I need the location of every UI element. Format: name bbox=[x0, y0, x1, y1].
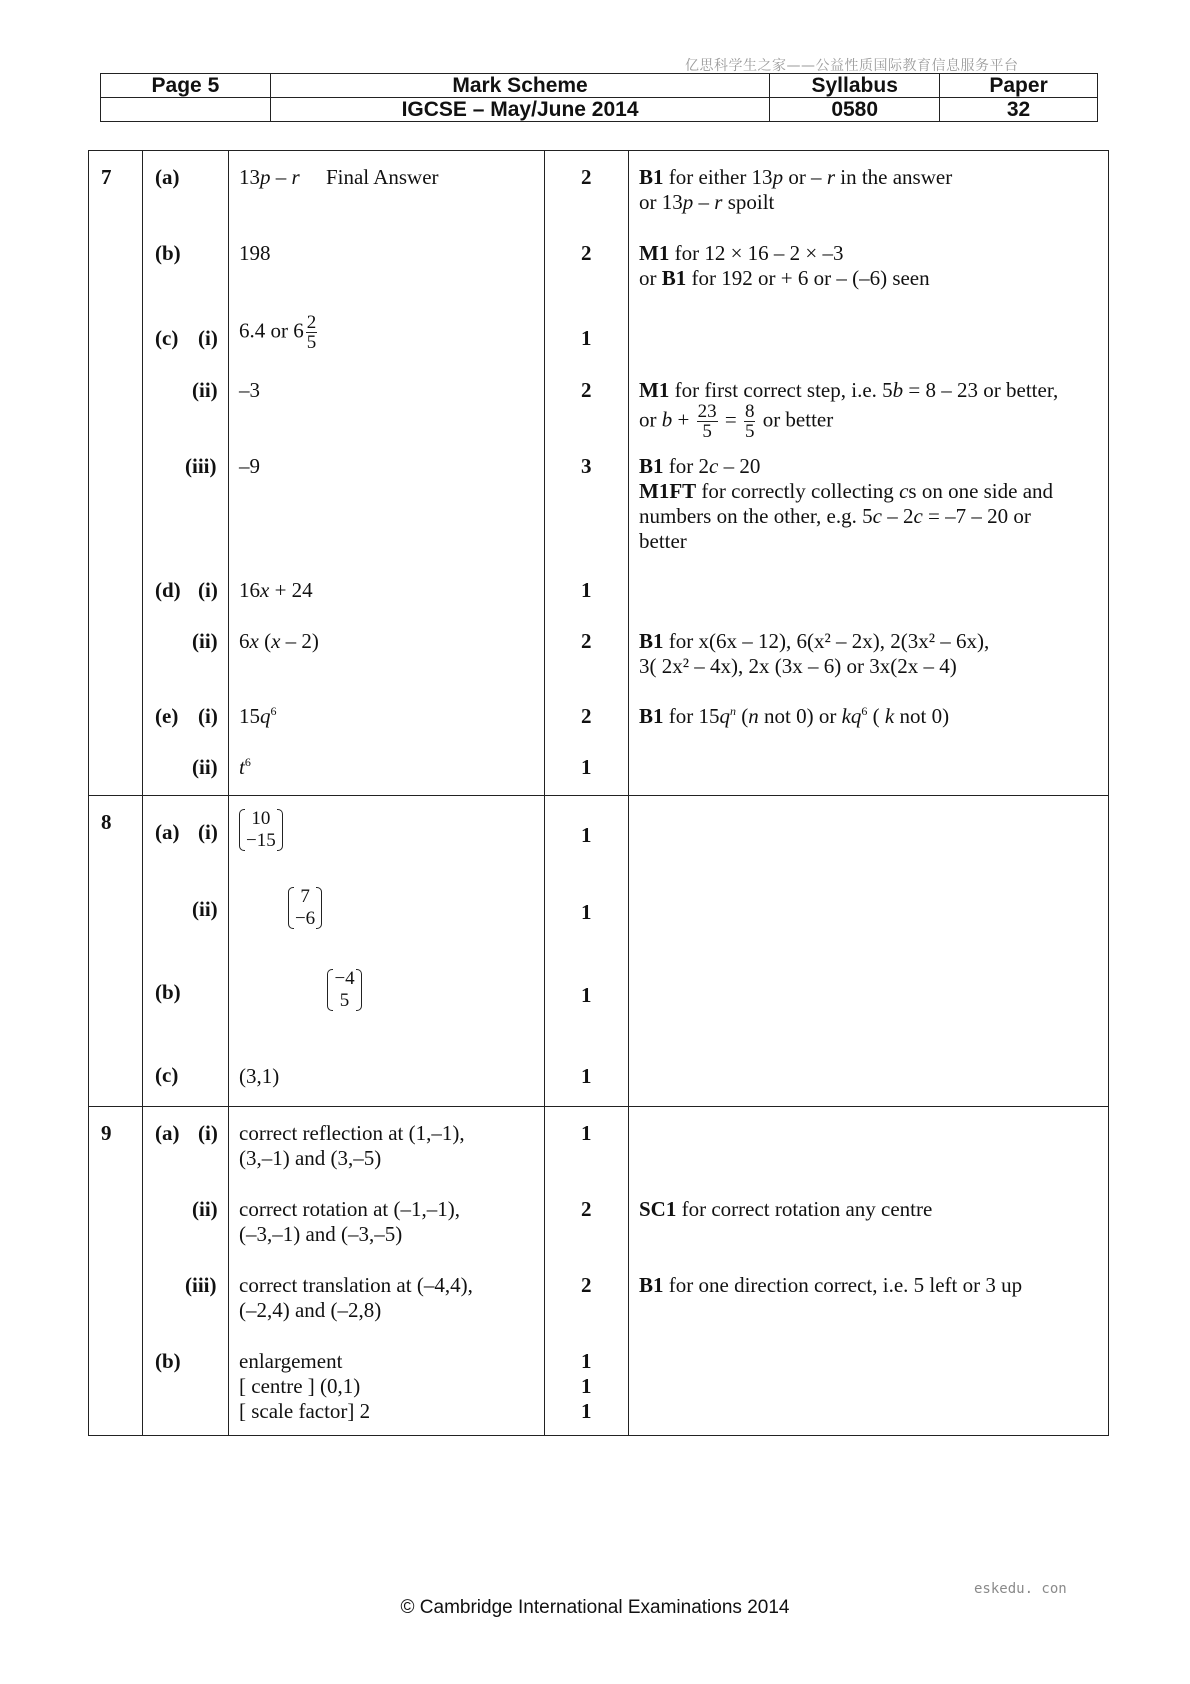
subpart-label: (i) bbox=[198, 1121, 218, 1145]
subpart-label: (i) bbox=[198, 704, 218, 728]
answer: –3 bbox=[239, 378, 260, 402]
guidance: or 13p – r spoilt bbox=[639, 190, 775, 214]
header-paper: 32 bbox=[940, 98, 1098, 122]
mark: 1 bbox=[581, 1349, 592, 1373]
part-label: (a) bbox=[155, 820, 180, 844]
guidance: B1 for x(6x – 12), 6(x² – 2x), 2(3x² – 6x), bbox=[639, 629, 990, 653]
guidance: numbers on the other, e.g. 5c – 2c = –7 – 20 or bbox=[639, 504, 1031, 528]
part-label: (c) bbox=[155, 1063, 179, 1087]
answer: –9 bbox=[239, 454, 260, 478]
mark: 2 bbox=[581, 241, 592, 265]
subpart-label: (ii) bbox=[192, 755, 218, 779]
mark: 3 bbox=[581, 454, 592, 478]
answer: $15q^6$ bbox=[239, 704, 277, 728]
header-syllabus: 0580 bbox=[770, 98, 940, 122]
answer: [ centre ] (0,1) bbox=[239, 1374, 361, 1398]
mark: 1 bbox=[581, 1399, 592, 1423]
question-8-row bbox=[89, 796, 1109, 1107]
part-label: (b) bbox=[155, 1349, 181, 1373]
guidance: 3( 2x² – 4x), 2x (3x – 6) or 3x(2x – 4) bbox=[639, 654, 957, 678]
guidance: B1 for either 13p or – r in the answer bbox=[639, 165, 953, 189]
mark: 1 bbox=[581, 326, 592, 350]
mark: 1 bbox=[581, 1064, 592, 1088]
answer: enlargement bbox=[239, 1349, 343, 1373]
mark: 2 bbox=[581, 165, 592, 189]
header-table bbox=[100, 73, 1098, 122]
question-7-row bbox=[89, 151, 1109, 796]
answer: correct reflection at (1,–1), bbox=[239, 1121, 465, 1145]
guidance: B1 for $15q^n$ (n not 0) or $kq^6$ ( k not 0) bbox=[639, 704, 950, 728]
mark: 2 bbox=[581, 1273, 592, 1297]
subpart-label: (ii) bbox=[192, 897, 218, 921]
mark-scheme-table bbox=[88, 150, 1109, 1436]
header-mark-scheme: Mark Scheme bbox=[270, 74, 769, 98]
subpart-label: (iii) bbox=[185, 1273, 217, 1297]
vector: 10 −15 bbox=[239, 808, 283, 852]
answer: 198 bbox=[239, 241, 271, 265]
header-exam: IGCSE – May/June 2014 bbox=[270, 98, 769, 122]
guidance: or B1 for 192 or + 6 or – (–6) seen bbox=[639, 266, 930, 290]
header-syllabus-label: Syllabus bbox=[770, 74, 940, 98]
watermark-top: 亿思科学生之家——公益性质国际教育信息服务平台 bbox=[685, 58, 1019, 74]
header-page: Page 5 bbox=[101, 74, 271, 98]
part-label: (a) bbox=[155, 1121, 180, 1145]
subpart-label: (ii) bbox=[192, 1197, 218, 1221]
vector: 7 −6 bbox=[288, 886, 322, 930]
answer: (–3,–1) and (–3,–5) bbox=[239, 1222, 403, 1246]
part-label: (c) bbox=[155, 326, 179, 350]
answer: correct translation at (–4,4), bbox=[239, 1273, 473, 1297]
answer: $t^6$ bbox=[239, 755, 251, 779]
subpart-label: (ii) bbox=[192, 378, 218, 402]
mark: 1 bbox=[581, 983, 592, 1007]
subpart-label: (i) bbox=[198, 820, 218, 844]
mark: 1 bbox=[581, 1121, 592, 1145]
guidance: M1 for first correct step, i.e. 5b = 8 – 23 or better, bbox=[639, 378, 1059, 402]
mark: 2 bbox=[581, 378, 592, 402]
question-number: 8 bbox=[101, 810, 112, 834]
subpart-label: (i) bbox=[198, 578, 218, 602]
part-label: (a) bbox=[155, 165, 180, 189]
answer: (–2,4) and (–2,8) bbox=[239, 1298, 382, 1322]
guidance: better bbox=[639, 529, 687, 553]
guidance: B1 for 2c – 20 bbox=[639, 454, 761, 478]
mark: 2 bbox=[581, 704, 592, 728]
answer: 6.4 or 6 $\frac{2}{5}$ bbox=[239, 312, 317, 353]
part-label: (b) bbox=[155, 980, 181, 1004]
part-label: (d) bbox=[155, 578, 181, 602]
answer: [ scale factor] 2 bbox=[239, 1399, 371, 1423]
guidance: M1FT for correctly collecting cs on one side and bbox=[639, 479, 1054, 503]
part-label: (e) bbox=[155, 704, 179, 728]
mark: 1 bbox=[581, 823, 592, 847]
answer: (3,1) bbox=[239, 1064, 280, 1088]
question-number: 7 bbox=[101, 165, 112, 189]
question-number: 9 bbox=[101, 1121, 112, 1145]
mark: 2 bbox=[581, 629, 592, 653]
guidance: SC1 for correct rotation any centre bbox=[639, 1197, 933, 1221]
watermark-bottom: eskedu. con bbox=[974, 1581, 1067, 1597]
question-9-row bbox=[89, 1107, 1109, 1436]
mark: 1 bbox=[581, 1374, 592, 1398]
guidance: or b + $\frac{23}{5}$ = $\frac{8}{5}$ or better bbox=[639, 401, 834, 442]
part-label: (b) bbox=[155, 241, 181, 265]
answer: correct rotation at (–1,–1), bbox=[239, 1197, 460, 1221]
answer: (3,–1) and (3,–5) bbox=[239, 1146, 382, 1170]
mark: 2 bbox=[581, 1197, 592, 1221]
answer: 16x + 24 bbox=[239, 578, 313, 602]
subpart-label: (i) bbox=[198, 326, 218, 350]
mark: 1 bbox=[581, 755, 592, 779]
answer: 13p – r Final Answer bbox=[239, 165, 439, 189]
guidance: M1 for 12 × 16 – 2 × –3 bbox=[639, 241, 844, 265]
subpart-label: (iii) bbox=[185, 454, 217, 478]
vector: −4 5 bbox=[327, 968, 361, 1012]
guidance: B1 for one direction correct, i.e. 5 left or 3 up bbox=[639, 1273, 1023, 1297]
subpart-label: (ii) bbox=[192, 629, 218, 653]
answer: 6x (x – 2) bbox=[239, 629, 319, 653]
header-paper-label: Paper bbox=[940, 74, 1098, 98]
header-empty bbox=[101, 98, 271, 122]
mark: 1 bbox=[581, 900, 592, 924]
mark: 1 bbox=[581, 578, 592, 602]
footer-copyright: © Cambridge International Examinations 2014 bbox=[400, 1597, 790, 1618]
